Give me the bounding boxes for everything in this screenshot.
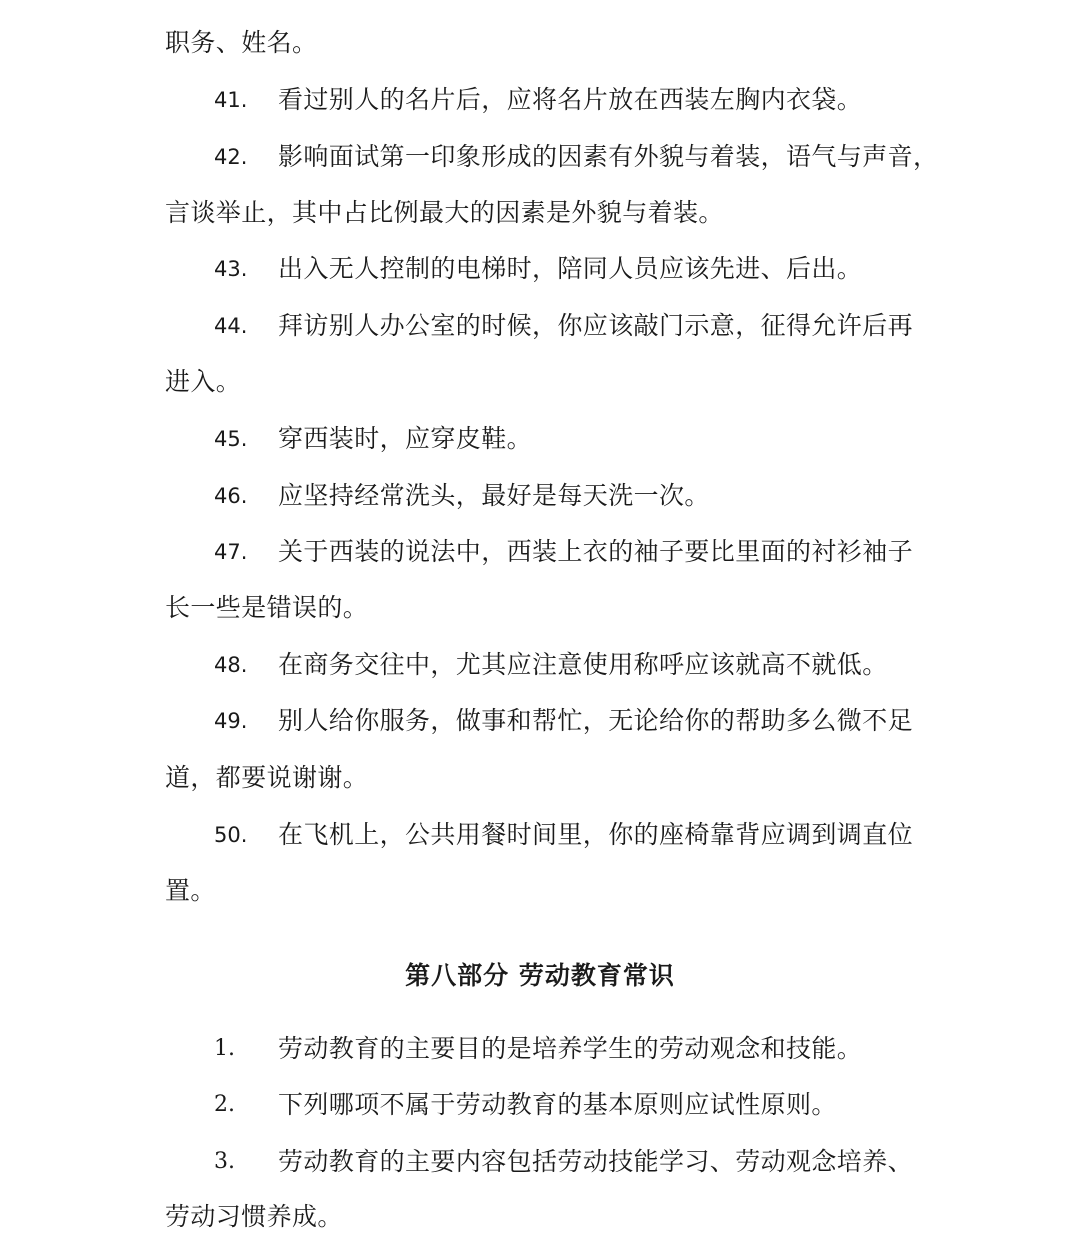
item-number: 3. bbox=[214, 1149, 235, 1174]
item-text-continuation: 进入。 bbox=[165, 367, 242, 396]
item-text: 影响面试第一印象形成的因素有外貌与着装，语气与声音， bbox=[278, 142, 939, 171]
item-text: 关于西装的说法中，西装上衣的袖子要比里面的衬衫袖子 bbox=[278, 537, 914, 566]
item-text: 穿西装时，应穿皮鞋。 bbox=[278, 424, 533, 453]
item-number: 42. bbox=[214, 145, 248, 169]
section-heading: 第八部分 劳动教育常识 bbox=[405, 961, 675, 990]
item-text: 拜访别人办公室的时候，你应该敲门示意，征得允许后再 bbox=[278, 311, 914, 340]
item-text: 在飞机上，公共用餐时间里，你的座椅靠背应调到调直位 bbox=[278, 820, 914, 849]
item-number: 49. bbox=[214, 709, 248, 733]
item-text-continuation: 置。 bbox=[165, 876, 216, 905]
item-text: 出入无人控制的电梯时，陪同人员应该先进、后出。 bbox=[278, 254, 863, 283]
item-number: 43. bbox=[214, 257, 248, 281]
item-text-continuation: 言谈举止，其中占比例最大的因素是外貌与着装。 bbox=[165, 198, 724, 227]
item-number: 47. bbox=[214, 540, 248, 564]
item-text: 在商务交往中，尤其应注意使用称呼应该就高不就低。 bbox=[278, 650, 888, 679]
item-text: 别人给你服务，做事和帮忙，无论给你的帮助多么微不足 bbox=[278, 706, 914, 735]
item-number: 2. bbox=[214, 1092, 235, 1117]
item-number: 50. bbox=[214, 823, 248, 847]
item-text: 看过别人的名片后，应将名片放在西装左胸内衣袋。 bbox=[278, 85, 863, 114]
item-number: 41. bbox=[214, 88, 248, 112]
item-text-continuation: 长一些是错误的。 bbox=[165, 593, 369, 622]
item-text-continuation: 劳动习惯养成。 bbox=[165, 1202, 343, 1231]
item-number: 45. bbox=[214, 427, 248, 451]
item-text-continuation: 道，都要说谢谢。 bbox=[165, 763, 369, 792]
item-number: 46. bbox=[214, 484, 248, 508]
item-text: 劳动教育的主要目的是培养学生的劳动观念和技能。 bbox=[278, 1034, 863, 1063]
item-number: 48. bbox=[214, 653, 248, 677]
item-number: 1. bbox=[214, 1036, 235, 1061]
item-text: 劳动教育的主要内容包括劳动技能学习、劳动观念培养、 bbox=[278, 1147, 914, 1176]
item-text: 应坚持经常洗头，最好是每天洗一次。 bbox=[278, 481, 710, 510]
item-number: 44. bbox=[214, 314, 248, 338]
item-text: 下列哪项不属于劳动教育的基本原则应试性原则。 bbox=[278, 1090, 837, 1119]
continuation-text: 职务、姓名。 bbox=[165, 28, 318, 57]
